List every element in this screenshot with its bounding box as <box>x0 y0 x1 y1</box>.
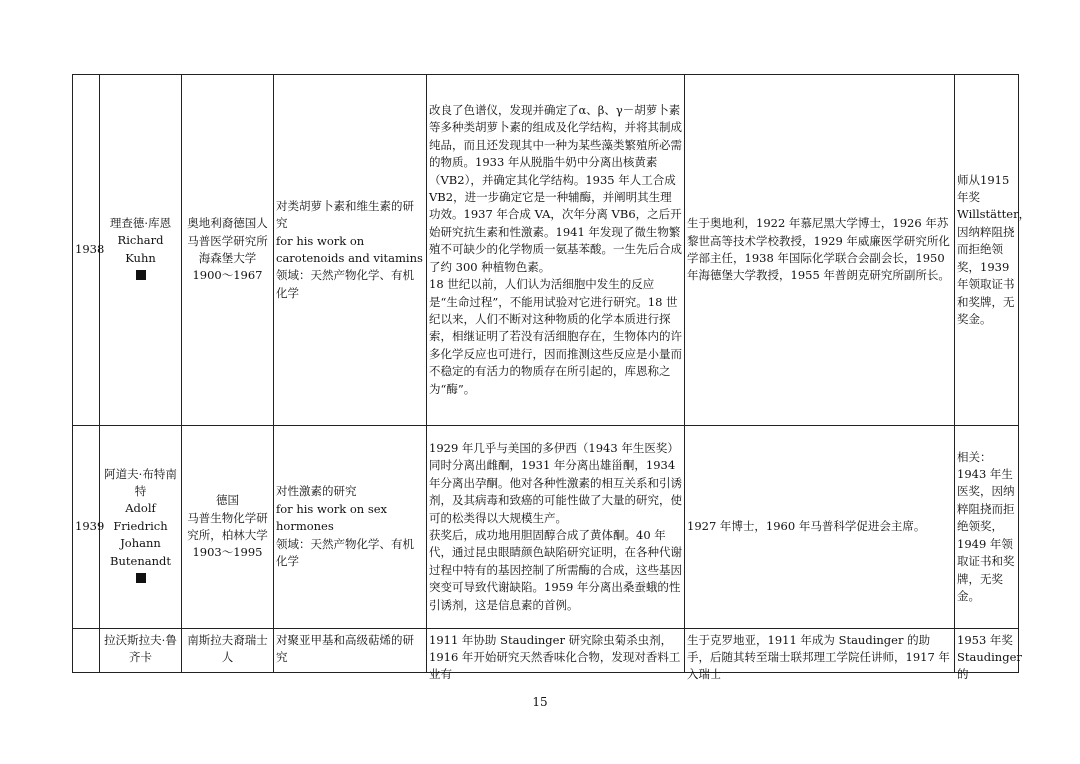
affiliation-cell <box>182 75 274 426</box>
notes-cell <box>955 629 1022 682</box>
year-cell <box>73 629 100 673</box>
institution-2: 海森堡大学 <box>198 251 257 265</box>
career: 生于奥地利，1922 年慕尼黑大学博士，1926 年苏黎世高等技术学校教授，1929 年威廉医学研究所化学部主任，1938 年国际化学联合会副会长，1950 年海德堡大学教授，1955 年普朗克研究所副所长。 <box>687 216 950 283</box>
details-paragraph-1: 改良了色谱仪，发现并确定了α、β、γ－胡萝卜素等多种类胡萝卜素的组成及化学结构，并将其制成纯品，而且还发现其中一种为某些藻类繁殖所必需的物质。1933 年从脱脂牛奶中分离出核黄素（VB2），并确定其化学结构。1935 年人工合成 VB2，进一步确定它是一种辅酶，并阐明其生理功效。1937 年合成 VA，次年分离 VB6，之后开始研究抗生素和性激素。1941 年发现了微生物繁殖不可缺少的化学物质一氨基苯酸。一生先后合成了约 300 种植物色素。 <box>429 103 682 274</box>
field: 领域：天然产物化学、有机化学 <box>276 268 414 300</box>
career-cell <box>685 75 955 426</box>
lifespan: 1903～1995 <box>192 545 263 560</box>
country: 奥地利裔德国人 <box>187 216 268 231</box>
laureate-name-cn: 阿道夫·布特南特 <box>104 466 177 498</box>
nobel-laureates-table <box>72 74 1031 682</box>
work-cell <box>274 75 427 426</box>
details-paragraph-1: 1929 年几乎与美国的多伊西（1943 年生医奖）同时分离出雌酮，1931 年分离出雄甾酮，1934 年分离出孕酮。他对各种性激素的相互关系和引诱剂，及其病毒和致癌的可能性做了大量的研究，使可的松类得以大规模生产。 <box>429 440 682 525</box>
country: 德国 <box>216 493 239 508</box>
career: 生于克罗地亚，1911 年成为 Staudinger 的助手，后随其转至瑞士联邦理工学院任讲师，1917 年入瑞士 <box>687 632 950 682</box>
black-square-marker-icon <box>136 573 146 583</box>
details-paragraph-2: 18 世纪以前，人们认为活细胞中发生的反应是“生命过程”，不能用试验对它进行研究。18 世纪以来，人们不断对这种物质的化学本质进行探索，相继证明了若没有活细胞存在，生物体内的许多化学反应也可进行，因而推测这些反应是小量而不稳定的有活力的物质存在所引起的，库恩称之为“酶”。 <box>429 277 682 396</box>
work-cell <box>274 426 427 629</box>
notes-cell <box>955 426 1019 629</box>
laureate-cell <box>100 75 182 426</box>
notes: 1953 年奖 Staudinger 的 <box>957 632 1022 682</box>
field: 领域：天然产物化学、有机化学 <box>276 536 414 569</box>
institution: 马普生物化学研究所，柏林大学 <box>187 510 268 542</box>
work-en: for his work on sex hormones <box>276 501 388 534</box>
affiliation-cell <box>182 426 274 629</box>
affiliation-cell <box>182 629 274 673</box>
laureate-name-cn: 理查德·库恩 <box>109 215 172 230</box>
work-en: for his work on carotenoids and vitamins <box>276 233 423 265</box>
notes-cell <box>955 75 1031 426</box>
career-cell <box>685 426 955 629</box>
work-cn: 对聚亚甲基和高级萜烯的研究 <box>276 632 414 664</box>
page-number: 15 <box>532 695 548 709</box>
year: 1938 <box>75 242 105 257</box>
laureate-cell <box>100 426 182 629</box>
notes: 师从1915 年奖Willstätter，因纳粹阻挠而拒绝领奖，1939 年领取证书和奖牌，无奖金。 <box>957 172 1031 326</box>
details-paragraph-1: 1911 年协助 Staudinger 研究除虫菊杀虫剂，1916 年开始研究天然香味化合物，发现对香料工业有 <box>429 632 681 682</box>
institution: 马普医学研究所 <box>187 233 268 248</box>
table-row <box>73 75 1019 426</box>
year: 1939 <box>75 519 105 534</box>
laureate-name-en: Richard Kuhn <box>117 233 164 265</box>
details-cell <box>427 75 685 426</box>
work-cell <box>274 629 427 673</box>
work-cn: 对类胡萝卜素和维生素的研究 <box>276 198 414 231</box>
laureate-cell <box>100 629 182 673</box>
country: 南斯拉夫裔瑞士人 <box>187 632 268 664</box>
notes: 相关：1943 年生医奖，因纳粹阻挠而拒绝领奖，1949 年领取证书和奖牌，无奖金。 <box>957 449 1015 603</box>
details-cell <box>427 426 685 629</box>
year-cell <box>73 75 105 426</box>
details-paragraph-2: 获奖后，成功地用胆固醇合成了黄体酮。40 年代，通过昆虫眼睛颜色缺陷研究证明，在各种代谢过程中特有的基因控制了所需酶的合成，这些基因突变可导致代谢缺陷。1959 年分离出桑蚕蛾的性引诱剂，这是信息素的首例。 <box>429 528 682 612</box>
laureate-name-cn: 拉沃斯拉夫·鲁齐卡 <box>104 632 177 664</box>
table-row <box>73 629 1019 673</box>
laureate-name-en: Adolf Friedrich Johann Butenandt <box>110 501 171 568</box>
year-cell <box>73 426 105 629</box>
table-row <box>73 426 1019 629</box>
career: 1927 年博士，1960 年马普科学促进会主席。 <box>687 519 926 534</box>
work-cn: 对性激素的研究 <box>276 484 357 499</box>
career-cell <box>685 629 955 682</box>
lifespan: 1900～1967 <box>192 268 263 283</box>
details-cell <box>427 629 685 682</box>
black-square-marker-icon <box>136 270 146 280</box>
